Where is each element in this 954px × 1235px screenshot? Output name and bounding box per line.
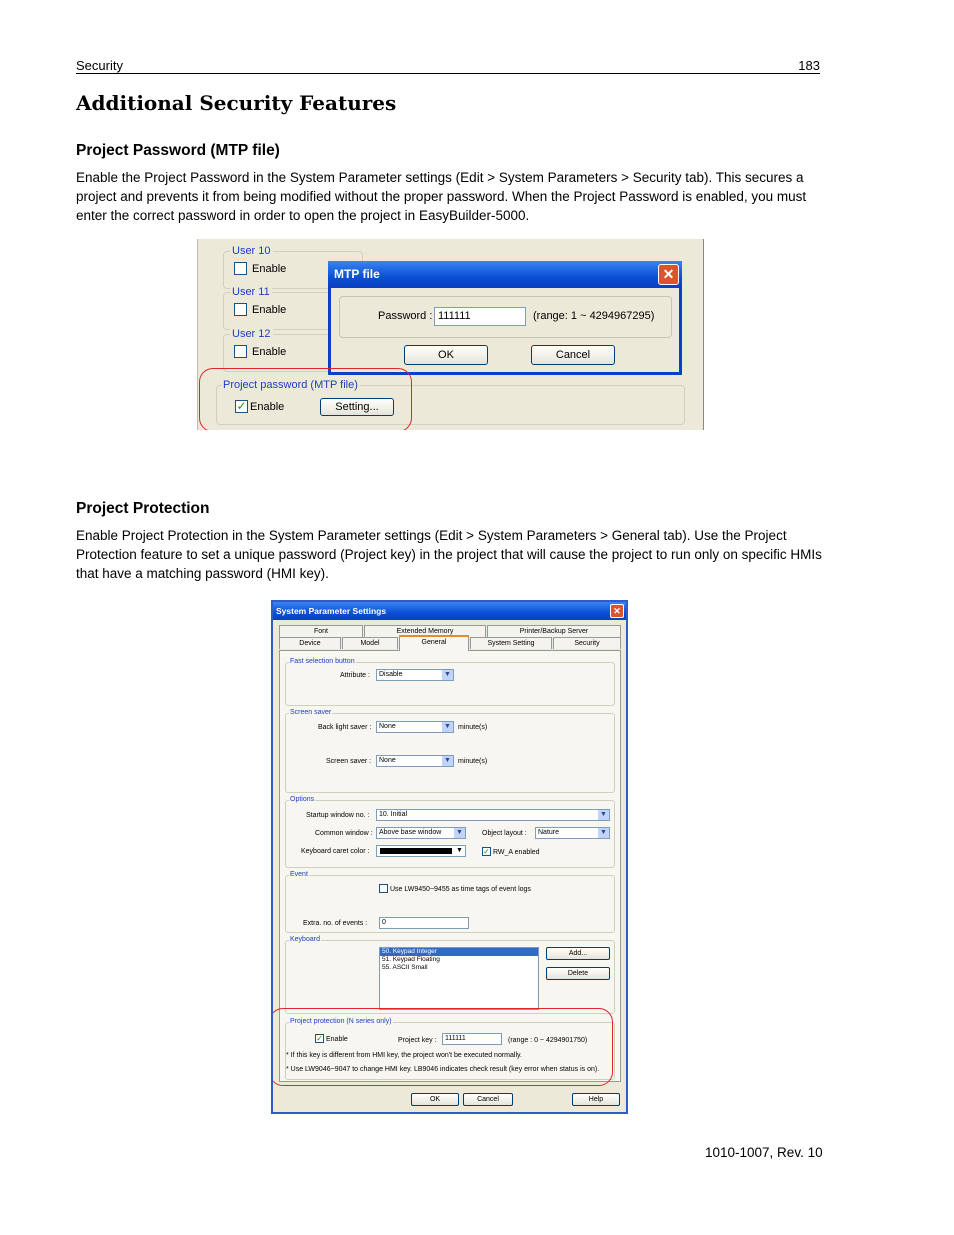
common-window-select[interactable]	[376, 827, 466, 839]
tab-font[interactable]: Font	[279, 625, 363, 637]
backlight-value: None	[379, 723, 396, 730]
add-button[interactable]: Add...	[546, 947, 610, 960]
mtp-file-dialog	[328, 261, 682, 375]
chevron-down-icon: ▼	[598, 828, 609, 838]
event-title: Event	[290, 871, 308, 878]
chevron-down-icon: ▼	[442, 670, 453, 680]
highlight-circle	[199, 368, 412, 430]
setting-button[interactable]: Setting...	[320, 398, 394, 416]
user-10-checkbox[interactable]	[234, 262, 247, 275]
user-11-enable-label: Enable	[252, 304, 287, 316]
protection-enable-label: Enable	[326, 1036, 348, 1043]
tab-printer-backup[interactable]: Printer/Backup Server	[487, 625, 621, 637]
section-heading-project-protection: Project Protection	[76, 500, 210, 517]
user-10-enable-label: Enable	[252, 263, 287, 275]
startup-value: 10. Initial	[379, 811, 408, 818]
keyboard-list[interactable]	[379, 947, 539, 1010]
cancel-button[interactable]: Cancel	[463, 1093, 513, 1106]
protection-note-1: * If this key is different from HMI key, the project won't be executed normally.	[286, 1052, 522, 1059]
extra-events-input[interactable]: 0	[379, 917, 469, 929]
system-parameter-titlebar	[273, 602, 626, 620]
user-12-checkbox[interactable]	[234, 345, 247, 358]
options-title: Options	[290, 796, 315, 803]
protection-enable-checkbox[interactable]: ✓	[316, 1034, 323, 1043]
system-parameter-settings-screenshot	[271, 600, 628, 1114]
tab-general[interactable]: General	[399, 635, 469, 651]
page-header	[76, 58, 820, 74]
page-title: Additional Security Features	[76, 91, 397, 115]
project-password-enable-label: Enable	[250, 401, 285, 413]
chevron-down-icon: ▼	[442, 756, 453, 766]
lw-label: Use LW9450~9455 as time tags of event logs	[390, 886, 531, 893]
screen-saver-title: Screen saver	[290, 709, 332, 716]
object-layout-value: Nature	[538, 829, 560, 836]
backlight-select[interactable]	[376, 721, 454, 733]
caret-color-label: Keyboard caret color :	[301, 848, 370, 855]
project-protection-title: Project protection (N series only)	[290, 1018, 392, 1025]
close-icon[interactable]: ✕	[610, 604, 624, 618]
user-12-enable-label: Enable	[252, 346, 287, 358]
password-frame	[339, 296, 672, 338]
screen-saver-value: None	[379, 757, 396, 764]
header-page-number: 183	[798, 58, 820, 73]
backlight-label: Back light saver :	[318, 724, 372, 731]
common-window-label: Common window :	[315, 830, 373, 837]
mtp-dialog-titlebar	[328, 261, 682, 288]
tab-system-setting[interactable]: System Setting	[470, 637, 552, 649]
highlight-circle	[271, 1008, 613, 1086]
caret-color-select[interactable]	[376, 845, 466, 857]
tab-extended-memory[interactable]: Extended Memory	[364, 625, 486, 637]
rwa-checkbox[interactable]: ✓	[483, 847, 490, 856]
tab-device[interactable]: Device	[279, 637, 341, 649]
password-range: (range: 1 ~ 4294967295)	[533, 310, 655, 322]
mtp-dialog-title: MTP file	[334, 267, 380, 281]
project-key-label: Project key :	[398, 1037, 437, 1044]
tab-model[interactable]: Model	[342, 637, 398, 649]
screen-saver-select[interactable]	[376, 755, 454, 767]
attribute-label: Attribute :	[340, 672, 370, 679]
ok-button[interactable]: OK	[411, 1093, 459, 1106]
tab-security[interactable]: Security	[553, 637, 621, 649]
caret-color-swatch	[380, 848, 452, 854]
common-window-value: Above base window	[379, 829, 442, 836]
system-parameter-title: System Parameter Settings	[276, 606, 387, 616]
project-password-checkbox[interactable]: ✓	[236, 399, 247, 413]
delete-button[interactable]: Delete	[546, 967, 610, 980]
chevron-down-icon: ▼	[454, 846, 465, 856]
fast-selection-group	[285, 658, 615, 706]
chevron-down-icon: ▼	[442, 722, 453, 732]
help-button[interactable]: Help	[572, 1093, 620, 1106]
section-heading-project-password: Project Password (MTP file)	[76, 142, 280, 159]
object-layout-select[interactable]	[535, 827, 610, 839]
list-item[interactable]: 51. Keypad Floating	[382, 956, 440, 963]
list-item[interactable]: 50. Keypad Integer	[380, 948, 538, 956]
section-body-project-protection: Enable Project Protection in the System Parameter settings (Edit > System Parameters > General tab). Use the Project Protection feature to set a unique password (Project key) in the project that will cause the project to run only on specific HMIs that have a matching password (HMI key).	[76, 528, 822, 581]
user-12-title: User 12	[232, 328, 271, 340]
lw-checkbox[interactable]	[379, 884, 388, 893]
project-key-range: (range : 0 ~ 4294901750)	[508, 1037, 588, 1044]
list-item[interactable]: 55. ASCII Small	[382, 964, 428, 971]
rwa-label: RW_A enabled	[493, 849, 540, 856]
options-group	[285, 796, 615, 868]
chevron-down-icon: ▼	[598, 810, 609, 820]
screen-saver-group	[285, 709, 615, 793]
startup-select[interactable]	[376, 809, 610, 821]
fast-selection-title: Fast selection button	[290, 658, 355, 665]
protection-note-2: * Use LW9046~9047 to change HMI key. LB9046 indicates check result (key error when status is on).	[286, 1066, 600, 1073]
close-icon[interactable]: ✕	[658, 264, 679, 285]
object-layout-label: Object layout :	[482, 830, 527, 837]
password-input[interactable]: 111111	[434, 307, 526, 326]
backlight-unit: minute(s)	[458, 724, 488, 731]
page-footer: 1010-1007, Rev. 10	[705, 1145, 823, 1160]
screen-saver-unit: minute(s)	[458, 758, 488, 765]
section-body-project-password: Enable the Project Password in the System Parameter settings (Edit > System Parameters > Security tab). This secures a project and prevents it from being modified without the proper password. When the Project Password is enabled, you must enter the correct password in order to open the project in EasyBuilder-5000.	[76, 170, 807, 223]
project-password-group-title: Project password (MTP file)	[223, 379, 358, 391]
startup-label: Startup window no. :	[306, 812, 370, 819]
extra-events-label: Extra. no. of events :	[303, 920, 368, 927]
password-label: Password :	[378, 310, 433, 322]
user-11-checkbox[interactable]	[234, 303, 247, 316]
screen-saver-label: Screen saver :	[326, 758, 372, 765]
user-10-title: User 10	[232, 245, 271, 257]
attribute-select[interactable]	[376, 669, 454, 681]
keyboard-group	[285, 936, 615, 1014]
header-section: Security	[76, 58, 123, 73]
user-11-title: User 11	[232, 286, 270, 298]
mtp-file-screenshot	[197, 239, 704, 430]
event-group	[285, 871, 615, 933]
cancel-button[interactable]: Cancel	[531, 345, 615, 365]
attribute-value: Disable	[379, 671, 403, 678]
keyboard-title: Keyboard	[290, 936, 320, 943]
chevron-down-icon: ▼	[454, 828, 465, 838]
project-key-input[interactable]: 111111	[442, 1033, 502, 1045]
ok-button[interactable]: OK	[404, 345, 488, 365]
